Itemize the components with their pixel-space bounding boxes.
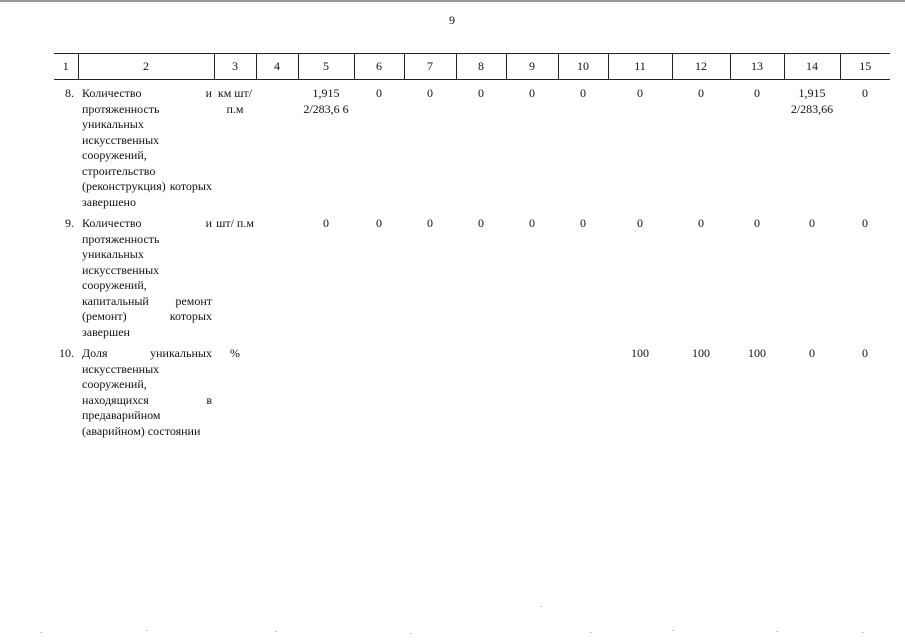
scan-speck	[862, 632, 864, 633]
header-cell-6: 6	[354, 54, 404, 80]
value-cell-11: 0	[637, 216, 643, 230]
row-number: 8.	[65, 86, 74, 100]
value-cell-8: 0	[478, 216, 484, 230]
header-cell-11: 11	[608, 54, 672, 80]
value-cell-13: 0	[754, 86, 760, 100]
value-cell-6: 0	[376, 216, 382, 230]
value-cell-14: 0	[809, 346, 815, 360]
header-cell-13: 13	[730, 54, 784, 80]
indicator-name: Количество и протяженность уникальных искусственных сооружений, капитальный ремонт (ремонт) которых завершен	[82, 216, 212, 339]
value-cell-12: 100	[692, 346, 710, 360]
header-cell-1: 1	[54, 54, 78, 80]
header-cell-2: 2	[78, 54, 214, 80]
unit-cell: шт/ п.м	[216, 216, 254, 230]
unit-cell: км шт/ п.м	[217, 86, 253, 116]
scan-speck	[146, 630, 148, 631]
value-cell-6: 0	[376, 86, 382, 100]
value-cell-15: 0	[862, 346, 868, 360]
value-cell-5	[298, 340, 354, 439]
indicator-table	[54, 53, 890, 439]
value-cell-5: 0	[323, 216, 329, 230]
scan-speck	[40, 632, 42, 633]
value-cell-15: 0	[862, 86, 868, 100]
top-border	[0, 0, 905, 2]
row-number: 9.	[65, 216, 74, 230]
page-number: 9	[449, 13, 455, 27]
header-cell-5: 5	[298, 54, 354, 80]
value-cell-8	[456, 340, 506, 439]
value-cell-7: 0	[427, 216, 433, 230]
header-cell-12: 12	[672, 54, 730, 80]
header-cell-4: 4	[256, 54, 298, 80]
indicator-name: Количество и протяженность уникальных искусственных сооружений, строительство (реконструкция) которых завершено	[82, 86, 212, 209]
header-cell-15: 15	[840, 54, 890, 80]
value-cell-9: 0	[529, 86, 535, 100]
value-cell-10: 0	[580, 216, 586, 230]
value-cell-14: 0	[809, 216, 815, 230]
value-cell-15: 0	[862, 216, 868, 230]
unit-cell: %	[230, 346, 240, 360]
value-cell-7: 0	[427, 86, 433, 100]
value-cell-13: 100	[748, 346, 766, 360]
indicator-name: Доля уникальных искусственных сооружений, находящихся в предаварийном (аварийном) состоянии	[82, 346, 212, 438]
header-cell-8: 8	[456, 54, 506, 80]
header-cell-7: 7	[404, 54, 456, 80]
header-cell-3: 3	[214, 54, 256, 80]
value-cell-4	[256, 210, 298, 340]
value-cell-10: 0	[580, 86, 586, 100]
value-cell-9	[506, 340, 558, 439]
value-cell-4	[256, 340, 298, 439]
value-cell-5: 1,915 2/283,6 6	[303, 86, 349, 116]
scan-speck	[275, 631, 277, 632]
header-cell-9: 9	[506, 54, 558, 80]
scan-speck	[776, 631, 778, 632]
value-cell-13: 0	[754, 216, 760, 230]
table-row	[54, 210, 890, 340]
table-row	[54, 80, 890, 211]
header-cell-14: 14	[784, 54, 840, 80]
value-cell-11: 0	[637, 86, 643, 100]
value-cell-12: 0	[698, 86, 704, 100]
header-cell-10: 10	[558, 54, 608, 80]
value-cell-7	[404, 340, 456, 439]
value-cell-4	[256, 80, 298, 211]
value-cell-14: 1,915 2/283,66	[790, 86, 834, 116]
row-number: 10.	[59, 346, 74, 360]
scan-speck	[672, 630, 674, 631]
value-cell-11: 100	[631, 346, 649, 360]
value-cell-12: 0	[698, 216, 704, 230]
value-cell-6	[354, 340, 404, 439]
scan-speck	[410, 633, 412, 634]
scan-speck	[590, 632, 592, 633]
header-row	[54, 54, 890, 80]
value-cell-8: 0	[478, 86, 484, 100]
value-cell-10	[558, 340, 608, 439]
scan-speck	[540, 606, 542, 607]
table-row	[54, 340, 890, 439]
value-cell-9: 0	[529, 216, 535, 230]
